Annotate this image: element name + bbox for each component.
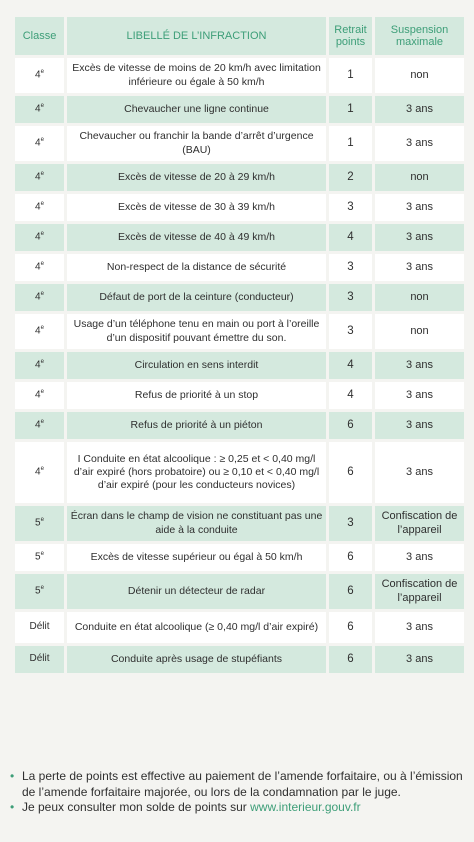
table-row	[14, 381, 466, 411]
classe-cell	[14, 253, 66, 283]
classe-cell	[14, 611, 66, 645]
table-row	[14, 163, 466, 193]
classe-cell	[14, 411, 66, 441]
classe-number: 5	[35, 517, 41, 529]
libelle-cell: Excès de vitesse supérieur ou égal à 50 km/h	[66, 543, 328, 573]
points-cell: 3	[328, 313, 374, 351]
classe-cell	[14, 163, 66, 193]
classe-number: 4	[35, 261, 41, 273]
bullet-icon: •	[10, 769, 15, 783]
libelle-cell: Excès de vitesse de moins de 20 km/h avec limitation inférieure ou égale à 50 km/h	[66, 57, 328, 95]
points-cell: 1	[328, 125, 374, 163]
libelle-cell: Refus de priorité à un piéton	[66, 411, 328, 441]
points-cell: 3	[328, 283, 374, 313]
classe-suffix: e	[40, 325, 44, 332]
points-cell: 2	[328, 163, 374, 193]
table-row	[14, 283, 466, 313]
classe-cell	[14, 95, 66, 125]
classe-cell	[14, 125, 66, 163]
classe-number: 4	[35, 171, 41, 183]
points-cell: 4	[328, 351, 374, 381]
points-cell: 4	[328, 223, 374, 253]
classe-number: 4	[35, 389, 41, 401]
classe-cell	[14, 441, 66, 505]
suspension-cell: 3 ans	[374, 411, 466, 441]
suspension-cell: 3 ans	[374, 351, 466, 381]
table-row	[14, 645, 466, 675]
libelle-cell: Défaut de port de la ceinture (conducteur)	[66, 283, 328, 313]
libelle-cell: Écran dans le champ de vision ne constituant pas une aide à la conduite	[66, 505, 328, 543]
libelle-cell: Excès de vitesse de 20 à 29 km/h	[66, 163, 328, 193]
points-cell: 6	[328, 441, 374, 505]
table-row	[14, 125, 466, 163]
table-row	[14, 253, 466, 283]
suspension-cell: non	[374, 313, 466, 351]
classe-cell	[14, 351, 66, 381]
table-row	[14, 505, 466, 543]
classe-number: Délit	[29, 621, 50, 633]
classe-cell	[14, 543, 66, 573]
suspension-cell: Confiscation de l’appareil	[374, 573, 466, 611]
table-row	[14, 223, 466, 253]
classe-suffix: e	[40, 231, 44, 238]
classe-suffix: e	[40, 466, 44, 473]
classe-cell	[14, 645, 66, 675]
classe-cell	[14, 381, 66, 411]
suspension-cell: 3 ans	[374, 253, 466, 283]
classe-number: 4	[35, 231, 41, 243]
classe-number: 4	[35, 103, 41, 115]
points-cell: 6	[328, 611, 374, 645]
classe-suffix: e	[40, 69, 44, 76]
classe-number: 4	[35, 291, 41, 303]
classe-cell	[14, 193, 66, 223]
libelle-cell: Conduite après usage de stupéfiants	[66, 645, 328, 675]
libelle-cell: Chevaucher une ligne continue	[66, 95, 328, 125]
libelle-cell: Non-respect de la distance de sécurité	[66, 253, 328, 283]
classe-cell	[14, 57, 66, 95]
classe-cell	[14, 573, 66, 611]
classe-cell	[14, 283, 66, 313]
footnote-balance	[10, 800, 465, 816]
libelle-cell: Usage d’un téléphone tenu en main ou port à l’oreille d’un dispositif pouvant émettre du son.	[66, 313, 328, 351]
points-cell: 6	[328, 573, 374, 611]
libelle-cell: Circulation en sens interdit	[66, 351, 328, 381]
libelle-cell: Conduite en état alcoolique (≥ 0,40 mg/l d’air expiré)	[66, 611, 328, 645]
classe-number: Délit	[29, 653, 50, 665]
header-retrait: Retrait points	[328, 16, 374, 57]
table-row	[14, 441, 466, 505]
classe-suffix: e	[40, 517, 44, 524]
table-row	[14, 411, 466, 441]
libelle-cell: Excès de vitesse de 40 à 49 km/h	[66, 223, 328, 253]
classe-number: 4	[35, 137, 41, 149]
points-cell: 6	[328, 543, 374, 573]
footnote-balance-text: Je peux consulter mon solde de points sur	[22, 800, 251, 815]
classe-suffix: e	[40, 201, 44, 208]
footnotes	[10, 769, 465, 816]
classe-suffix: e	[40, 551, 44, 558]
points-cell: 3	[328, 253, 374, 283]
points-cell: 1	[328, 95, 374, 125]
points-cell: 1	[328, 57, 374, 95]
libelle-cell: Chevaucher ou franchir la bande d’arrêt d’urgence (BAU)	[66, 125, 328, 163]
classe-number: 4	[35, 325, 41, 337]
classe-number: 5	[35, 585, 41, 597]
classe-number: 4	[35, 419, 41, 431]
footnote-penalty-text: La perte de points est effective au paiement de l’amende forfaitaire, ou à l’émission de l’amende forfaitaire majorée, ou lors de la condamnation par le juge.	[22, 769, 463, 799]
classe-number: 4	[35, 359, 41, 371]
suspension-cell: non	[374, 163, 466, 193]
table-row	[14, 193, 466, 223]
points-cell: 3	[328, 193, 374, 223]
table-row	[14, 95, 466, 125]
suspension-cell: 3 ans	[374, 193, 466, 223]
table-header-row	[14, 16, 466, 57]
table-body	[14, 57, 466, 675]
table-row	[14, 57, 466, 95]
table-row	[14, 611, 466, 645]
suspension-cell: 3 ans	[374, 441, 466, 505]
header-classe: Classe	[14, 16, 66, 57]
header-libelle: LIBELLÉ DE L’INFRACTION	[66, 16, 328, 57]
classe-suffix: e	[40, 103, 44, 110]
classe-suffix: e	[40, 389, 44, 396]
libelle-cell: Détenir un détecteur de radar	[66, 573, 328, 611]
classe-number: 4	[35, 466, 41, 478]
suspension-cell: 3 ans	[374, 95, 466, 125]
classe-suffix: e	[40, 291, 44, 298]
classe-suffix: e	[40, 137, 44, 144]
suspension-cell: Confiscation de l’appareil	[374, 505, 466, 543]
suspension-cell: non	[374, 57, 466, 95]
infractions-table	[12, 14, 467, 676]
table-row	[14, 543, 466, 573]
suspension-cell: 3 ans	[374, 543, 466, 573]
suspension-cell: 3 ans	[374, 611, 466, 645]
header-suspension: Suspension maximale	[374, 16, 466, 57]
points-cell: 4	[328, 381, 374, 411]
classe-number: 4	[35, 69, 41, 81]
classe-cell	[14, 313, 66, 351]
classe-cell	[14, 505, 66, 543]
classe-suffix: e	[40, 171, 44, 178]
libelle-cell: Excès de vitesse de 30 à 39 km/h	[66, 193, 328, 223]
libelle-cell: I Conduite en état alcoolique : ≥ 0,25 et < 0,40 mg/l d’air expiré (hors probatoire) ou ≥ 0,10 et < 0,40 mg/l d’air expiré (pour les conducteurs novices)	[66, 441, 328, 505]
suspension-cell: 3 ans	[374, 223, 466, 253]
footnote-penalty	[10, 769, 465, 800]
classe-suffix: e	[40, 261, 44, 268]
interieur-link[interactable]: www.interieur.gouv.fr	[250, 800, 361, 815]
classe-suffix: e	[40, 585, 44, 592]
suspension-cell: 3 ans	[374, 645, 466, 675]
suspension-cell: non	[374, 283, 466, 313]
classe-number: 4	[35, 201, 41, 213]
classe-suffix: e	[40, 419, 44, 426]
points-cell: 6	[328, 411, 374, 441]
classe-suffix: e	[40, 359, 44, 366]
points-cell: 6	[328, 645, 374, 675]
suspension-cell: 3 ans	[374, 381, 466, 411]
table-row	[14, 351, 466, 381]
classe-number: 5	[35, 551, 41, 563]
classe-cell	[14, 223, 66, 253]
points-cell: 3	[328, 505, 374, 543]
table-row	[14, 573, 466, 611]
table-row	[14, 313, 466, 351]
bullet-icon: •	[10, 800, 15, 815]
libelle-cell: Refus de priorité à un stop	[66, 381, 328, 411]
suspension-cell: 3 ans	[374, 125, 466, 163]
